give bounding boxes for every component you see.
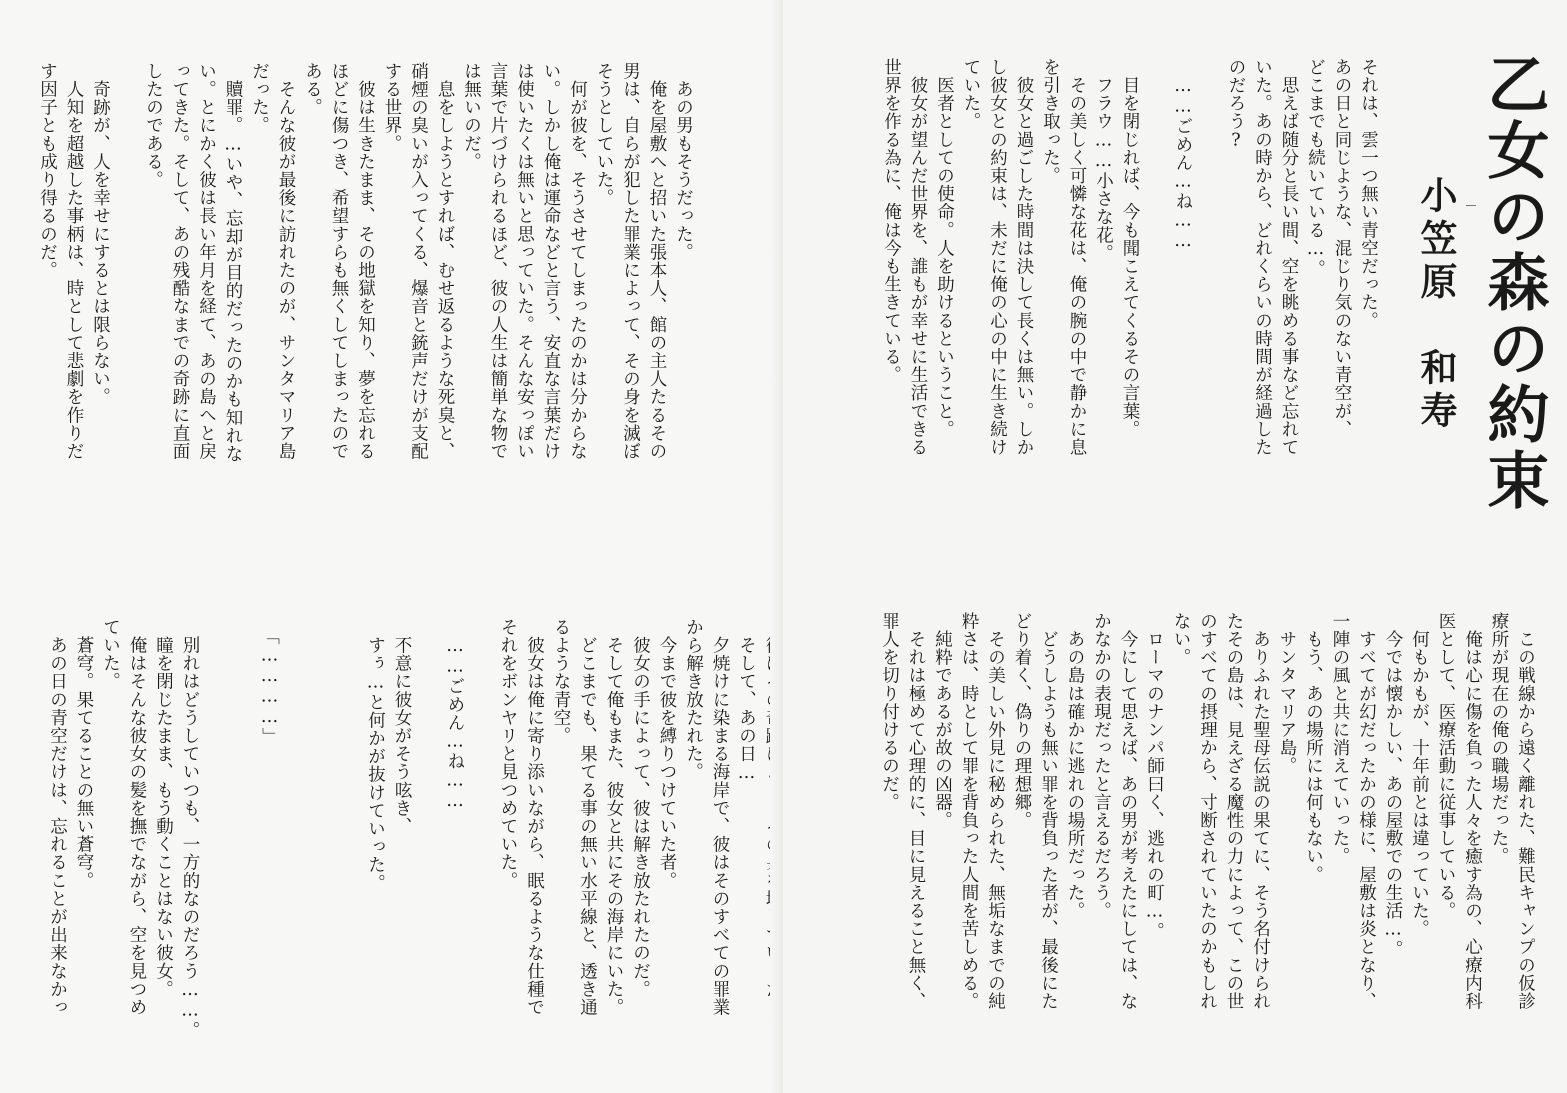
left-page-bottom-text: そして、あの日… 夕焼けに染まる海岸で、彼はそのすべての罪業 から解き放たれた。 今まで彼を縛りつけていた者。 彼女の手によって、彼は解き放たれたのだ。 そして俺もまた、彼女と共にその海岸にいた。 どこまでも、果てる事の無い水平線と、透き通 るような青空。 彼女は俺に寄り添いながら、眠るような仕種で それをボンヤリと見つめていた。 ……ごめん…ね…… 不意に彼女がそう呟き、 すぅ…と何かが抜けていった。 「…………」 別れはどうしていつも、一方的なのだろう……。 瞳を閉じたまま、もう動くことはない彼女。 俺はそんな彼女の髪を撫でながら、空を見つめ ていた。 蒼穹。果てることの無い蒼穹。 あの日の青空だけは、忘れることが出来なかっ [47,618,757,1040]
right-page-bottom-text: この戦線から遠く離れた、難民キャンプの仮診 療所が現在の俺の職場だった。 俺は心に傷を負った人々を癒す為の、心療内科 医として、医療活動に従事している。 何もかもが、十年前とは違っていた。 今では懐かしい、あの屋敷での生活…。 すべてが幻だったかの様に、屋敷は炎となり、 一陣の風と共に消えていった。 もう、あの場所には何もない。 サンタマリア島。 ありふれた聖母伝説の果てに、そう名付けられ たその島は、見えざる魔性の力によって、この世 のすべての摂理から、寸断されていたのかもしれ ない。 ローマのナンパ師曰く、逃れの町…。 今にして思えば、あの男が考えたにしては、な かなかの表現だったと言えるだろう。 あの島は確かに逃れの場所だった。 どうしようも無い罪を背負った者が、最後にた どり着く、偽りの理想郷。 その美しい外見に秘められた、無垢なまでの純 粋さは、時として罪を背負った人間を苦しめる。 純粋であるが故の凶器。 それは極めて心理的に、目に見えること無く、 罪人を切り付けるのだ。 [879,612,1536,1011]
right-page-top-text: それは、雲一つ無い青空だった。 あの日と同じような、混じり気のない青空が、 どこまでも続いている…。 思えば随分と長い間、空を眺める事など忘れて いた。あの時から、どれくらいの時間が経過した のだろう? ……ごめん…ね…… 目を閉じれば、今も聞こえてくるその言葉。 フラウ……小さな花。 その美しく可憐な花は、俺の腕の中で静かに息 を引き取った。 彼女と過ごした時間は決して長くは無い。しか し彼女との約束は、未だに俺の心の中に生き続け ていた。 医者としての使命。人を助けるということ。 彼女が望んだ世界を、誰もが幸せに生活できる 世界を作る為に、俺は今も生きている。 [881,58,1379,457]
left-page [0,0,783,1093]
title-rule [1466,205,1476,206]
story-title: 乙女の森の約束 [1477,52,1550,514]
author-name: 小笠原 和寿 [1414,176,1458,434]
left-page-top-text: あの男もそうだった。 俺を屋敷へと招いた張本人、館の主人たるその 男は、自らが犯した罪業によって、その身を滅ぼ そうとしていた。 何が彼を、そうさせてしまったのかは分からな い。しかし俺は運命などと言う、安直な言葉だけ は使いたくは無いと思っていた。そんな安っぽい 言葉で片づけられるほど、彼の人生は簡単な物で は無いのだ。 息をしようとすれば、むせ返るような死臭と、 硝煙の臭いが入ってくる、爆音と銃声だけが支配 する世界。 彼は生きたまま、その地獄を知り、夢を忘れる ほどに傷つき、希望すらも無くしてしまったので ある。 そんな彼が最後に訪れたのが、サンタマリア島 だった。 贖罪。…いや、忘却が目的だったのかも知れな い。とにかく彼は長い年月を経て、あの島へと戻 ってきた。そして、あの残酷なまでの奇跡に直面 したのである。 奇跡が、人を幸せにするとは限らない。 人知を超越した事柄は、時として悲劇を作りだ す因子とも成り得るのだ。 [37,62,694,463]
